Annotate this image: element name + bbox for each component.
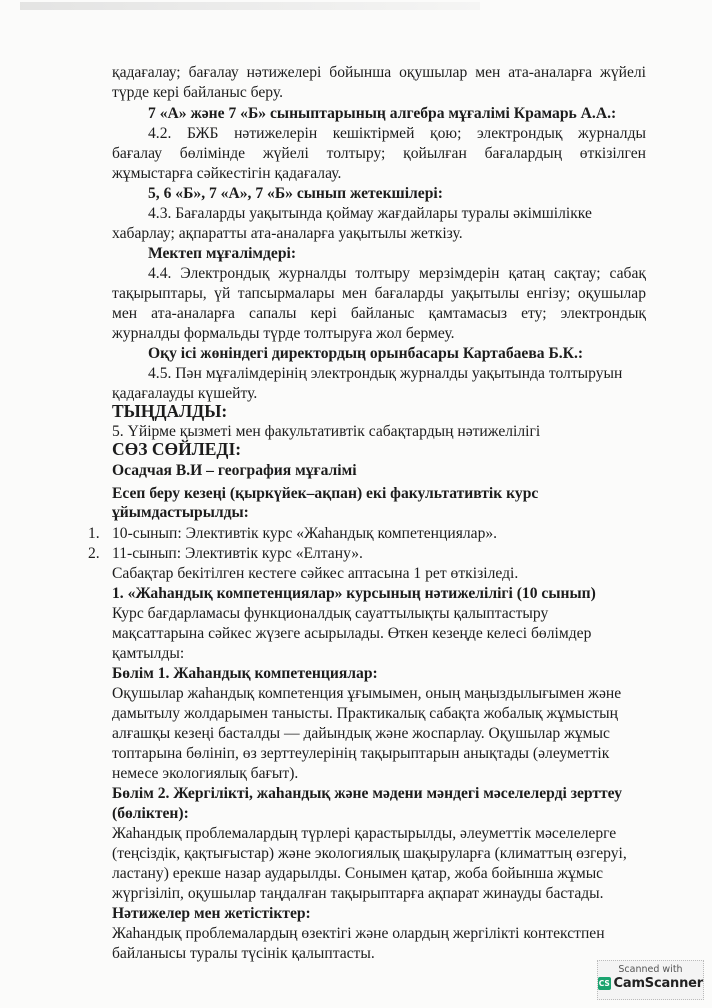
text-line: хабарлау; ақпаратты ата-аналарға уақытылы жеткізу. [112, 225, 463, 242]
section-heading: Есеп беру кезеңі (қыркүйек–ақпан) екі факультативтік курс [112, 485, 539, 502]
list-item: 10-сынып: Элективтік курс «Жаһандық компетенциялар». [112, 525, 498, 542]
watermark-brand: CamScanner [613, 976, 703, 991]
text-line: мен ата-аналарға сапалы кері байланыс қамтамасыз ету; электрондық [112, 305, 646, 322]
text-line: топтарына бөлініп, өз зерттеулерінің тақырыптарын анықтады (әлеуметтік [112, 745, 610, 762]
text-line: Жаһандық проблемалардың түрлері қарастырылды, әлеуметтік мәселелерге [112, 825, 617, 842]
list-number: 1. [88, 525, 100, 542]
camscanner-watermark [597, 960, 704, 1000]
text-line: дамытылу жолдарымен танысты. Практикалық сабақта жобалық жұмыстың [112, 705, 618, 722]
list-item: 11-сынып: Элективтік курс «Елтану». [112, 545, 363, 562]
text-line: Курс бағдарламасы функционалдық сауаттылықты қалыптастыру [112, 605, 549, 622]
section-heading: Оқу ісі жөніндегі директордың орынбасары Картабаева Б.К.: [148, 345, 584, 362]
text-line: Оқушылар жаһандық компетенция ұғымымен, оның маңыздылығымен және [112, 685, 622, 702]
section-heading: (бөліктен): [112, 805, 189, 822]
text-line: журналды формальды түрде толтыруға жол бермеу. [112, 325, 455, 342]
text-line: түрде кері байланыс беру. [112, 84, 284, 101]
heading-tyndaldy: ТЫҢДАЛДЫ: [112, 401, 228, 421]
text-line: қадағалау; бағалау нәтижелері бойынша оқушылар мен ата-аналарға жүйелі [112, 64, 646, 81]
section-heading: Бөлім 1. Жаһандық компетенциялар: [112, 665, 378, 682]
section-heading: 7 «А» және 7 «Б» сыныптарының алгебра мұғалімі Крамарь А.А.: [148, 105, 617, 122]
agenda-item: 5. Үйірме қызметі мен факультативтік сабақтардың нәтижелілігі [112, 423, 541, 440]
section-heading: 1. «Жаһандық компетенциялар» курсының нәтижелілігі (10 сынып) [112, 585, 596, 602]
section-heading: 5, 6 «Б», 7 «А», 7 «Б» сынып жетекшілері: [148, 185, 443, 202]
text-line: қадағалауды күшейту. [112, 385, 258, 402]
text-line: жүргізіліп, оқушылар таңдалған тақырыптарға ақпарат жинауды бастады. [112, 885, 604, 902]
section-heading: Бөлім 2. Жергілікті, жаһандық және мәдени мәндегі мәселелерді зерттеу [112, 785, 623, 802]
text-line: 4.2. БЖБ нәтижелерін кешіктірмей қою; электрондық журналды [148, 125, 646, 142]
text-line: тақырыптары, үй тапсырмалары мен бағаларды уақытылы енгізу; оқушылар [112, 285, 646, 302]
text-line: мақсаттарына сәйкес жүзеге асырылады. Өткен кезеңде келесі бөлімдер [112, 625, 592, 642]
speaker-name: Осадчая В.И – география мұғалімі [112, 462, 357, 479]
list-number: 2. [88, 545, 100, 562]
heading-soz-soiledi: СӨЗ СӨЙЛЕДІ: [112, 439, 242, 459]
text-line: ластану) ерекше назар аударылды. Сонымен қатар, жоба бойынша жұмыс [112, 865, 604, 882]
text-line: 4.4. Электрондық журналды толтыру мерзімдерін қатаң сақтау; сабақ [148, 265, 646, 282]
text-line: алғашқы кезеңі басталды — дайындық және жоспарлау. Оқушылар жұмыс [112, 725, 610, 742]
text-line: немесе экологиялық бағыт). [112, 765, 299, 782]
section-heading: Мектеп мұғалімдері: [148, 245, 297, 262]
text-line: байланысы туралы түсінік қалыптасты. [112, 945, 375, 962]
camscanner-logo-icon: CS [598, 979, 610, 988]
section-heading: ұйымдастырылды: [112, 504, 249, 521]
text-line: бағалау бөлімінде жүйелі толтыру; қойылған бағалардың өткізілген [112, 145, 646, 162]
text-line: 4.5. Пән мұғалімдерінің электрондық журналды уақытында толтыруын [148, 365, 623, 382]
text-line: қамтылды: [112, 645, 185, 662]
text-line: Сабақтар бекітілген кестеге сәйкес аптасына 1 рет өткізіледі. [112, 565, 519, 582]
watermark-caption: Scanned with [618, 964, 683, 975]
text-line: (теңсіздік, қақтығыстар) және экологиялық шақыруларға (климаттың өзгеруі, [112, 845, 627, 862]
section-heading: Нәтижелер мен жетістіктер: [112, 905, 311, 922]
text-line: жұмыстарға сәйкестігін қадағалау. [112, 165, 342, 182]
text-line: 4.3. Бағаларды уақытында қоймау жағдайлары туралы әкімшілікке [148, 205, 592, 222]
text-line: Жаһандық проблемалардың өзектігі және олардың жергілікті контекстпен [112, 925, 605, 942]
